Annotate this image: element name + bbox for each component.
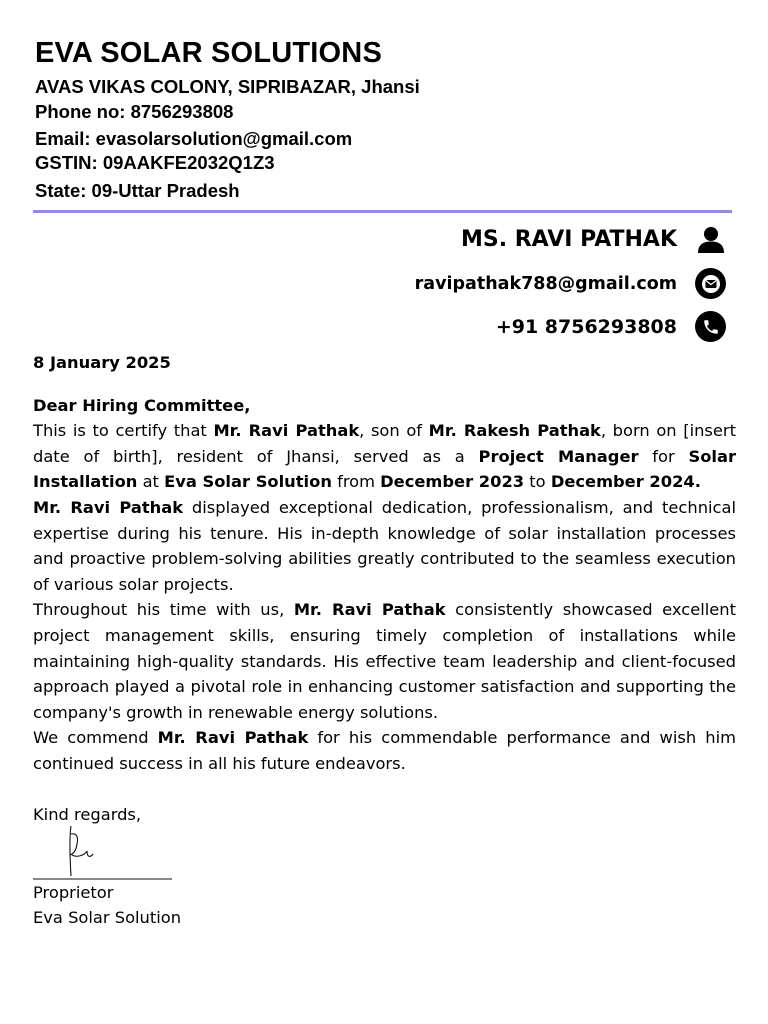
email-icon bbox=[695, 268, 726, 299]
closing-regards: Kind regards, bbox=[33, 805, 142, 824]
recipient-name: MS. RAVI PATHAK bbox=[460, 227, 677, 252]
salutation: Dear Hiring Committee, bbox=[33, 395, 251, 415]
company-state: State: 09-Uttar Pradesh bbox=[35, 180, 240, 201]
company-phone: Phone no: 8756293808 bbox=[35, 101, 234, 122]
header-divider bbox=[33, 210, 732, 213]
recipient-phone[interactable]: +91 8756293808 bbox=[495, 315, 677, 338]
recipient-email-row bbox=[415, 268, 726, 299]
person-icon bbox=[695, 224, 726, 255]
phone-icon bbox=[695, 311, 726, 342]
company-name: EVA SOLAR SOLUTIONS bbox=[35, 37, 382, 69]
paragraph-3: Throughout his time with us, Mr. Ravi Pathak consistently showcased excellent project management skills, ensuring timely completion of installations while maintaining high-quality standards. His effective team leadership and client-focused approach played a pivotal role in enhancing customer satisfaction and supporting the company's growth in renewable energy solutions. bbox=[33, 600, 736, 722]
letter-date: 8 January 2025 bbox=[33, 353, 171, 372]
company-gstin: GSTIN: 09AAKFE2032Q1Z3 bbox=[35, 152, 275, 173]
company-email: Email: evasolarsolution@gmail.com bbox=[35, 128, 353, 149]
signatory-company: Eva Solar Solution bbox=[33, 908, 182, 928]
recipient-name-row bbox=[461, 224, 726, 255]
recipient-phone-row bbox=[496, 311, 726, 342]
paragraph-2: Mr. Ravi Pathak displayed exceptional dedication, professionalism, and technical expertise during his tenure. His in-depth knowledge of solar installation processes and proactive problem-solving abilities greatly contributed to the seamless execution of various solar projects. bbox=[33, 497, 736, 594]
letter-body bbox=[33, 350, 736, 777]
recipient-email[interactable]: ravipathak788@gmail.com bbox=[414, 273, 677, 294]
company-header bbox=[35, 36, 735, 201]
paragraph-4: We commend Mr. Ravi Pathak for his commendable performance and wish him continued success in all his future endeavors. bbox=[33, 728, 736, 773]
signature-image bbox=[33, 824, 183, 884]
paragraph-1: This is to certify that Mr. Ravi Pathak, son of Mr. Rakesh Pathak, born on [insert date of birth], resident of Jhansi, served as a Project Manager for Solar Installation at Eva Solar Solution from December 2023 to December 2024. bbox=[33, 421, 736, 492]
company-address: AVAS VIKAS COLONY, SIPRIBAZAR, Jhansi bbox=[35, 76, 420, 97]
signatory-title: Proprietor bbox=[33, 882, 114, 902]
